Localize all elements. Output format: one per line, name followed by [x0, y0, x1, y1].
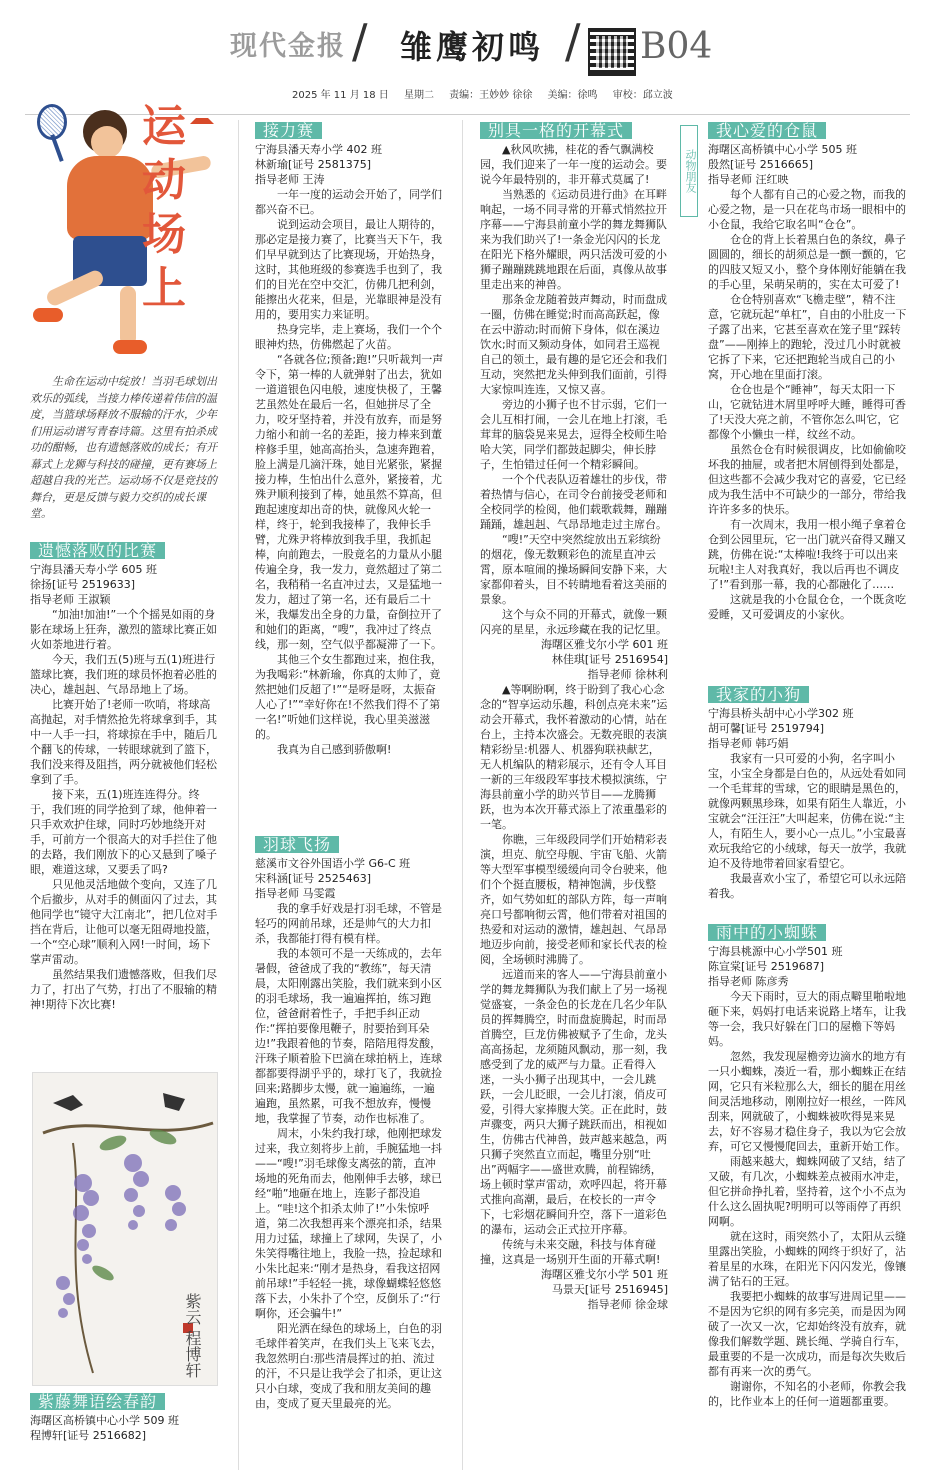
school: 宁海县潘天寿小学 402 班	[255, 143, 382, 156]
paragraph: 阳光洒在绿色的球场上，白色的羽毛球伴着笑声，在我们头上飞来飞去，我忽然明白:那些清晨挥过的拍、流过的汗，不只是让我学会了扣杀，更让这只小白球，变成了我和朋友美间的趣由，变成了夏天里最亮的光。	[255, 1322, 442, 1410]
masthead	[0, 0, 934, 80]
paragraph: 虽然仓仓有时候很调皮，比如偷偷咬坏我的抽屉，或者把木屑刨得到处都是，但这些都不会减少我对它的喜爱，它已经成为我生活中不可缺少的一部分，带给我许许多多的快乐。	[708, 443, 906, 516]
paragraph: 仓仓也是个“睡神”，每天太阳一下山，它就钻进木屑里呼呼大睡，睡得可香了!天没大亮之前，不管你怎么叫它，它都像个小懒虫一样，纹丝不动。	[708, 383, 906, 441]
article-puppy	[708, 686, 908, 901]
school: 宁海县潘天寿小学 605 班	[30, 563, 157, 576]
paragraph: 忽然，我发现屋檐旁边滴水的地方有一只小蜘蛛，凑近一看，那小蜘蛛正在结网，它只有米粒那么大，细长的腿在用丝间灵活地移动，刚刚拉好一根丝，一阵风刮来，网就破了，小蜘蛛被吹得晃来晃去，好不容易才稳住身子，我以为它会放弃，可它又慢慢爬回去，重新开始工作。	[708, 1050, 906, 1153]
school: 海曙区高桥镇中心小学 509 班	[30, 1414, 179, 1427]
qr-code-icon	[588, 28, 636, 76]
paragraph: “加油!加油!”一个个摇晃如雨的身影在球场上狂奔，激烈的篮球比赛正如火如荼地进行着。	[30, 608, 217, 651]
teacher: 指导老师 王涛	[255, 173, 325, 186]
teacher: 指导老师 汪红映	[708, 173, 789, 186]
paragraph: 雨越来越大，蜘蛛网破了又结，结了又破，有几次，小蜘蛛差点被雨水冲走，但它拼命挣扎着，坚持着，这个小不点为什么这么固执呢?明明可以等雨停了再织网啊。	[708, 1155, 906, 1228]
shoe-icon	[113, 340, 147, 354]
hero-intro: 生命在运动中绽放！当羽毛球划出欢乐的弧线，当接力棒传递着伟信的温度，当篮球场释放不服输的汗水，少年们用运动谱写青春诗篇。这里有拍杀成功的酣畅，也有遗憾落败的成长；有开幕式上龙狮与科技的碰撞，更有赛场上超越自我的光芒。运动场不仅是竞技的舞台，更是反馈与毅力交织的成长课堂。	[30, 375, 217, 520]
masthead-divider: /	[565, 14, 581, 68]
author: 林佳琪[证号 2516954]	[551, 653, 668, 666]
shoe-icon	[33, 308, 63, 322]
page-number: B04	[640, 26, 713, 67]
paragraph: 其他三个女生都跑过来，抱住我，为我喝彩:“林新瑜，你真的太帅了，竟然把她们反超了!”“是呀是呀，太振奋人心了!”“幸好你在!不然我们得不了第一名!”听她们这样说，我心里美滋滋的。	[255, 653, 442, 741]
paragraph: 一年一度的运动会开始了，同学们都兴奋不已。	[255, 188, 442, 216]
school: 海曙区雅戈尔小学 601 班	[541, 638, 668, 651]
teacher: 指导老师 王淑颖	[30, 593, 111, 606]
player-face	[91, 126, 123, 158]
article-title: 雨中的小蜘蛛	[708, 924, 826, 941]
paragraph: 我最喜欢小宝了，希望它可以永远陪着我。	[708, 872, 906, 900]
column-divider	[238, 120, 239, 1470]
hero-title: 运动场上	[142, 101, 186, 314]
author: 殷然[证号 2516665]	[708, 158, 814, 171]
article-title: 别具一格的开幕式	[480, 122, 632, 139]
masthead-divider: /	[352, 14, 368, 68]
teacher: 指导老师 徐金球	[587, 1298, 668, 1311]
painting-signature: 紫云 程博轩	[183, 1293, 202, 1379]
author: 胡可馨[证号 2519794]	[708, 722, 825, 735]
section-tag-animals: 动物朋友	[680, 125, 698, 217]
school: 宁海县桥头胡中心小学302 班	[708, 707, 854, 720]
author: 宋科涵[证号 2525463]	[255, 872, 372, 885]
column-divider	[462, 120, 463, 1470]
dateline	[292, 86, 685, 101]
article-painting	[30, 1393, 218, 1443]
article-basketball	[30, 542, 218, 1012]
paragraph: 今天下雨时，豆大的雨点噼里啪啦地砸下来，妈妈打电话来说路上堵车，让我等一会，我只好躲在门口的屋檐下等妈妈。	[708, 990, 906, 1048]
paragraph: 我的拿手好戏是打羽毛球，不管是轻巧的网前吊球，还是帅气的大力扣杀，我都能打得有模有样。	[255, 902, 442, 945]
article-opening	[480, 122, 668, 1312]
paragraph: 今天，我们五(5)班与五(1)班进行篮球比赛，我们班的球员怀抱着必胜的决心，雄赳赳、气昂昂地上了场。	[30, 653, 217, 696]
paragraph: 比赛开始了!老师一吹哨，将球高高抛起，对手情然抢先将球拿到手，其中一人手一扫，将球掠在手中，随后几个翻飞的传球，一转眼球就到了篮下，我们没来得及阻挡，两分就被他们轻松拿到了手。	[30, 698, 217, 786]
paragraph: 有一次周末，我用一根小绳子拿着仓仓到公园里玩，它一出门就兴奋得又蹦又跳，仿佛在说:“太棒啦!我终于可以出来玩啦!主人对我真好，我以后再也不调皮了!”看到那一幕，我的心都融化了……	[708, 518, 906, 591]
proofreader: 审校：邱立波	[612, 90, 673, 101]
paragraph: “各就各位;预备;跑!”只听裁判一声令下，第一棒的人就弹射了出去，犹如一道道银色闪电般，速度快极了，王馨艺虽然处在最后一名，但她拼尽了全力，咬牙坚持着，并没有放弃，而是努力缩小和前一名的差距，接力棒来到董梓修手里，她高高抬头，急速奔跑着，脸上满是几滴汗珠，她目光紧张，紧握接力棒，生怕出什么意外，紧接着，尤殊尹顺利接到了棒，她虽然不算高，但跑起速度却出奇的快，就像风火轮一样，终于，轮到我接棒了，我伸长手臂，尤殊尹将棒放到我手里，我抓起棒，向前跑去，一股竟名的力量从小腿传遍全身，我一发力，竟然超过了第二名，我稍稍一名直冲过去，又是猛地一发力，超过了第一名，还有最后二十米，我爆发出全身的力量，奋倒拉开了和她们的距离，“嗖”，我冲过了终点线，那一刻，空气似乎都凝滞了一下。	[255, 353, 444, 651]
paragraph: 仓仓的背上长着黑白色的条纹，鼻子圆圆的，细长的胡须总是一颤一颤的，它的四肢又短又小，整个身体刚好能躺在我的手心里，呆萌呆萌的，实在太可爱了!	[708, 233, 906, 291]
school: 宁海县桃源中心小学501 班	[708, 945, 843, 958]
paragraph: 这个与众不同的开幕式，就像一颗闪亮的星星，永远珍藏在我的记忆里。	[480, 608, 667, 636]
paragraph: 传统与未来交融，科技与体育碰撞，这真是一场别开生面的开幕式啊!	[480, 1238, 661, 1266]
paper-name: 现代金报	[230, 31, 346, 62]
paragraph: 我的本领可不是一天练成的，去年暑假，爸爸成了我的“教练”，每天清晨，太阳刚露出笑脸，我们就来到小区的羽毛球场，我一遍遍挥拍，练习跑位，爸爸耐着性子，手把手纠正动作:“挥拍要像甩鞭子，肘要抬到耳朵边!”我跟着他的节奏，陪陪甩得发酸，汗珠子顺着脸下巴滴在球拍柄上，连球都都要得湖乎乎的，球打飞了，我就捡回来;路脚步太慢，就一遍遍练，一遍遍跑，虽然累，可我不想放弃，慢慢地，我掌握了节奏，动作也标准了。	[255, 947, 442, 1125]
paragraph: 当熟悉的《运动员进行曲》在耳畔响起，一场不同寻常的开幕式悄然拉开序幕——宁海县前童小学的舞龙舞狮队来为我们助兴了!一条金光闪闪的长龙在阳光下格外耀眼，两只活泼可爱的小狮子蹦蹦跳跳地跟在后面，真像从故事里走出来的神兽。	[480, 188, 667, 291]
paragraph: 你瞧，三年级段同学们开始精彩表演，坦克、航空母舰、宇宙飞船、火箭等大型军事模型缓缓向司令台驶来，他们个个挺直腰板，精神饱满，步伐整齐，如气势如虹的部队方阵，每一声响亮口号都响彻云霄，他们带着对祖国的热爱和对运动的激情，雄赳赳、气昂昂地迈步向前，接受老师和家长代表的检阅，全场顿时沸腾了。	[480, 833, 667, 966]
paragraph: 热身完毕，走上赛场，我们一个个眼神灼热，仿佛燃起了火苗。	[255, 323, 442, 351]
paragraph: 我家有一只可爱的小狗，名字叫小宝，小宝全身都是白色的，从远处看如同一个毛茸茸的雪球，它的眼睛是黑色的，就像两颗黑珍珠，如果有陌生人靠近，小宝就会“汪汪汪”大叫起来，仿佛在说:“主人，有陌生人，要小心一点儿。”小宝最喜欢玩我给它的小绒球，每天一放学，我就迫不及待地带着回家看望它。	[708, 752, 907, 870]
teacher: 指导老师 韩巧娟	[708, 737, 789, 750]
paragraph: ▲等啊盼啊，终于盼到了我心心念念的“智享运动乐趣，科创点亮未来”运动会开幕式，我怀着激动的心情，站在台上，主持本次盛会。无数亮眼的表演精彩纷呈:机器人、机器狗联袂献艺，无人机编队的精彩展示，还有令人耳目一新的三年级段军事技术模拟演练，宁海县前童小学的助兴节目——龙腾狮跃，也为本次开幕式添上了浓重墨彩的一笔。	[480, 683, 668, 831]
section-title: 雏鹰初鸣	[400, 28, 545, 66]
wisteria-painting	[32, 1072, 218, 1386]
paragraph: ▲秋风吹拂，桂花的香气飘满校园，我们迎来了一年一度的运动会。要说今年最特别的，非开幕式莫属了!	[480, 143, 667, 186]
paragraph: 每个人都有自己的心爱之物，而我的心爱之物，是一只在花鸟市场一眼相中的小仓鼠，我给它取名叫“仓仓”。	[708, 188, 906, 231]
paragraph: 仓仓特别喜欢“飞檐走壁”，精不注意，它就玩起“单杠”，自由的小肚皮一下子露了出来，它甚至喜欢在笼子里“踩转盘”——刚捧上的跑轮，没过几小时就被它拆了下来，它还把跑轮当成自己的小窝，开心地在里面打滚。	[708, 293, 907, 381]
article-title: 我心爱的仓鼠	[708, 122, 826, 139]
article-title: 遗憾落败的比赛	[30, 542, 165, 559]
player-leg	[120, 286, 136, 346]
date: 2025 年 11 月 18 日	[292, 90, 389, 101]
paragraph: 周末，小朱约我打球，他刚把球发过来，我立刻将步上前，手腕猛地一抖——“嗖!”羽毛球像支离弦的箭，直冲场地的死角而去，他刚伸手去够，球已经“啪”地砸在地上，连影子都没追上。“哇!这个扣杀太帅了!”小朱惊呼道，第二次我想再来个漂亮扣杀，结果用力过猛，球撞上了球网，失误了，小朱笑得嘴往地上，我脸一热，捡起球和小朱比起来:“刚才是热身，看我这招网前吊球!”手轻轻一挑，球像蝴蝶轻悠悠落下去，小朱扑了个空，反倒乐了:“行啊你，还会骗牛!”	[255, 1127, 442, 1320]
article-spider	[708, 924, 908, 1409]
article-badminton	[255, 836, 445, 1411]
article-title: 我家的小狗	[708, 686, 809, 703]
paragraph: 谢谢你，不知名的小老师，你教会我的，比作业本上的任何一道题都重要。	[708, 1380, 906, 1408]
article-title: 紫藤舞语绘春韵	[30, 1393, 165, 1410]
art-editor: 美编：徐鸣	[547, 90, 598, 101]
paragraph: 说到运动会项目，最让人期待的，那必定是接力赛了，比赛当天下午，我们早早就到达了比赛现场，开始热身，这时，其他班级的参赛选手也到了，我们的目光在空中交汇，仿佛几把利剑，能擦出火花来，但是，光靠眼神是没有用的，要用实力来证明。	[255, 218, 442, 321]
paragraph: 虽然结果我们遗憾落败，但我们尽力了，打出了气势，打出了不服输的精神!期待下次比赛!	[30, 968, 217, 1011]
school: 海曙区雅戈尔小学 501 班	[541, 1268, 668, 1281]
paragraph: 我真为自己感到骄傲啊!	[277, 743, 392, 756]
teacher: 指导老师 徐林利	[587, 668, 668, 681]
article-relay	[255, 122, 445, 757]
teacher: 指导老师 马雯霞	[255, 887, 336, 900]
author: 林新瑜[证号 2581375]	[255, 158, 372, 171]
author: 程博轩[证号 2516682]	[30, 1429, 147, 1442]
weekday: 星期二	[403, 90, 434, 101]
author: 徐扬[证号 2519633]	[30, 578, 136, 591]
paragraph: 只见他灵活地做个变向，又连了几个后撤步，从对手的侧面闪了过去，其他同学也“镜守大江南北”，把几位对手挡在背后，让他可以毫无阻碍地投篮，一个“空心球”顺利入网!一时间，场下掌声雷动。	[30, 878, 218, 966]
article-title: 接力赛	[255, 122, 322, 139]
school: 海曙区高桥镇中心小学 505 班	[708, 143, 857, 156]
paragraph: 接下来，五(1)班连连得分。终于，我们班的同学抢到了球，他伸着一只手欢欢护住球，同时巧妙地绕开对手，可前方一个很高大的对手拦住了他的去路，我们刚放下的心又悬到了嗓子眼，难道这球，又要丢了吗?	[30, 788, 217, 876]
author: 陈宣棠[证号 2519687]	[708, 960, 825, 973]
teacher: 指导老师 陈彦秀	[708, 975, 789, 988]
paragraph: 旁边的小狮子也不甘示弱，它们一会儿互相打闹，一会儿在地上打滚，毛茸茸的脑袋晃来晃去，逗得全校师生哈哈大笑，同学们都鼓起脚尖，伸长脖子，生怕错过任何一个精彩瞬间。	[480, 398, 667, 471]
paragraph: 远道而来的客人——宁海县前童小学的舞龙舞狮队为我们献上了另一场视觉盛宴，一条金色的长龙在几名少年队员的挥舞腾空，时而盘旋腾起，时而昂首腾空，巨龙仿佛被赋予了生命，龙头高高扬起，龙须随风飘动，那一刻，我感受到了龙的威严与力量。正看得入迷，一头小狮子出现其中，一会儿跳跃，一会儿眨眼，一会儿打滚，俏皮可爱，引得大家捧腹大笑。正在此时，鼓声骤变，两只大狮子跳跃而出，相视如生，仿佛古代神兽，鼓声越来越急，两只狮子突然直立而起，嘴里分别“吐出”两幅字——盛世欢腾，前程锦绣，场上顿时掌声雷动，欢呼四起，将开幕式推向高潮，最后，在校长的一声令下，七彩烟花瞬间升空，落下一道彩色的瀑布，运动会正式拉开序幕。	[480, 968, 667, 1236]
paragraph: “嗖!”天空中突然绽放出五彩缤纷的烟花，像无数颗彩色的流星直冲云霄，原本喧闹的操场瞬间安静下来，大家都仰着头，目不转睛地看着这美丽的景象。	[480, 533, 667, 606]
article-hamster	[708, 122, 908, 622]
paragraph: 就在这时，雨突然小了，太阳从云缝里露出笑脸，小蜘蛛的网终于织好了，沾着星星的水珠，在阳光下闪闪发光，像镶满了钻石的王冠。	[708, 1230, 906, 1288]
paragraph: 一个个代表队迈着雄壮的步伐，带着热情与信心，在司令台前接受老师和全校同学的检阅，他们载歌载舞，蹦蹦踊踊，雄赳赳、气昂昂地走过主席台。	[480, 473, 667, 531]
editor: 责编：王妙妙 徐徐	[449, 90, 533, 101]
player-shirt	[67, 156, 153, 240]
school: 慈溪市文谷外国语小学 G6-C 班	[255, 857, 411, 870]
paragraph: 这就是我的小仓鼠仓仓，一个既贪吃爱睡，又可爱调皮的小家伙。	[708, 593, 906, 621]
paragraph: 我要把小蜘蛛的故事写进周记里——不是因为它织的网有多完美，而是因为网破了一次又一次，它却始终没有放弃，就像我们解数学题、跳长绳、学骑自行车，最重要的不是一次成功，而是每次失败后都有再来一次的勇气。	[708, 1290, 906, 1378]
article-title: 羽球飞扬	[255, 836, 339, 853]
author: 马景天[证号 2516945]	[551, 1283, 668, 1296]
paragraph: 那条金龙随着鼓声舞动，时而盘成一圈，仿佛在睡觉;时而高高跃起，像在云中游动;时而俯下身体，似在溪边饮水;时而又频动身体，如同君王巡视自己的领土，最有趣的是它还会和我们互动，突然把龙头伸到我们面前，引得大家惊叫连连，又惊又喜。	[480, 293, 667, 396]
